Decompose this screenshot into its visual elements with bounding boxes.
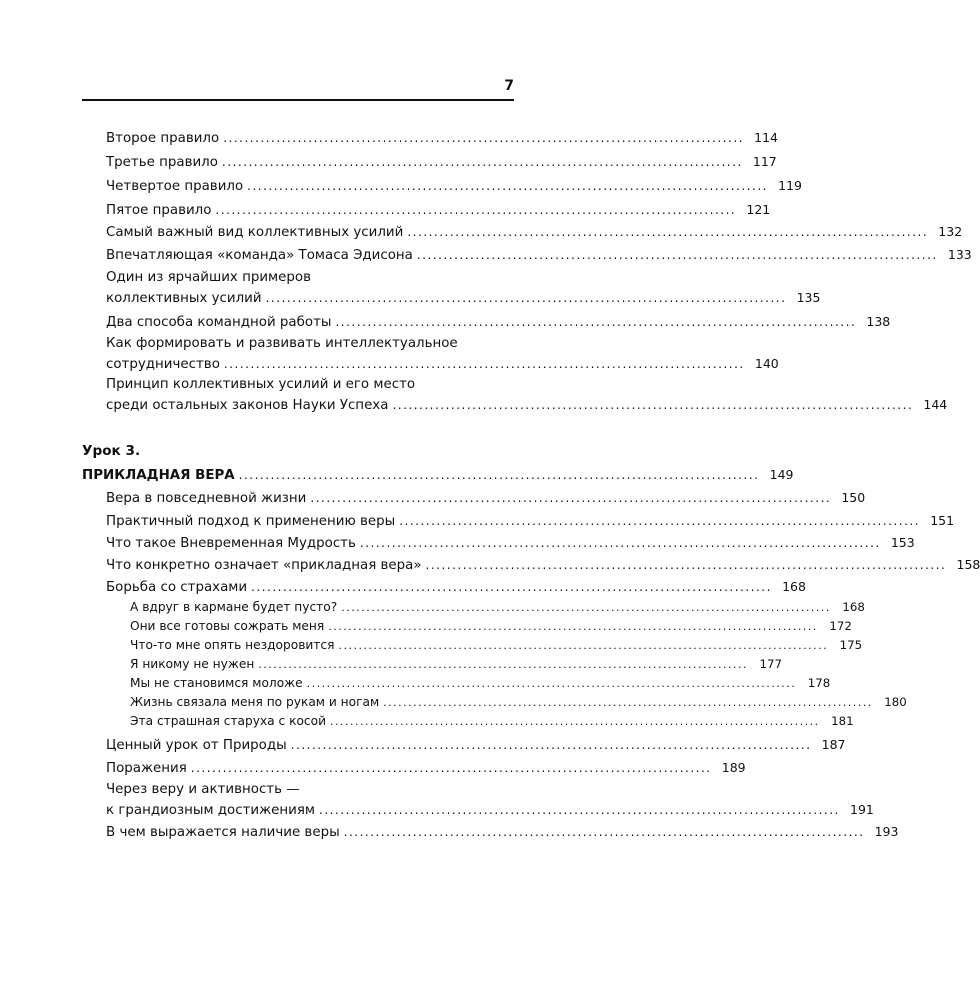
toc-entry-title: Два способа командной работы	[106, 315, 332, 330]
toc-entry[interactable]	[106, 176, 802, 196]
toc-entry-page: 132	[938, 224, 963, 239]
toc-entry-page: 114	[754, 130, 779, 145]
toc-entry[interactable]	[106, 488, 866, 508]
toc-entry-title: Второе правило	[106, 131, 220, 146]
toc-entry-page: 117	[752, 154, 777, 169]
toc-entry[interactable]	[106, 152, 777, 172]
toc-leader-dots: ..................................................................................................	[341, 601, 831, 614]
toc-entry[interactable]	[106, 334, 779, 374]
toc-entry-title-line: Принцип коллективных усилий и его место	[106, 377, 416, 392]
toc-entry-page: 191	[850, 802, 874, 817]
toc-entry-title: Ценный урок от Природы	[106, 738, 287, 753]
toc-entry[interactable]	[106, 268, 821, 308]
toc-entry[interactable]	[106, 245, 972, 265]
toc-leader-dots: ..................................................................................................	[343, 825, 865, 839]
toc-entry[interactable]	[106, 128, 779, 148]
toc-leader-dots: ..................................................................................................	[416, 248, 938, 262]
toc-entry-title-line: Один из ярчайших примеров	[106, 270, 311, 285]
toc-leader-dots: ..................................................................................................	[251, 580, 772, 594]
toc-leader-dots: ..................................................................................................	[383, 696, 873, 709]
lesson-label: Урок 3.	[82, 443, 141, 459]
toc-sub-entry-title: Я никому не нужен	[130, 657, 255, 671]
toc-sub-entry-page: 180	[884, 695, 907, 709]
toc-leader-dots: ..................................................................................................	[392, 398, 914, 412]
toc-leader-dots: ..................................................................................................	[425, 558, 947, 572]
toc-entry[interactable]	[106, 222, 963, 242]
toc-entry-title: Что такое Вневременная Мудрость	[106, 536, 356, 551]
toc-sub-entry[interactable]	[130, 598, 865, 616]
toc-sub-entry[interactable]	[130, 655, 782, 673]
toc-entry-title: Практичный подход к применению веры	[106, 514, 396, 529]
toc-leader-dots: ..................................................................................................	[330, 715, 820, 728]
toc-leader-dots: ..................................................................................................	[223, 357, 745, 371]
toc-entry-title-line: Через веру и активность —	[106, 782, 300, 797]
toc-entry[interactable]	[106, 822, 899, 842]
toc-sub-entry[interactable]	[130, 693, 907, 711]
toc-entry-title: Самый важный вид коллективных усилий	[106, 225, 404, 240]
toc-entry-page: 151	[930, 513, 955, 528]
toc-leader-dots: ..................................................................................................	[290, 738, 812, 752]
toc-entry[interactable]	[106, 533, 915, 553]
page-number: 7	[504, 78, 514, 94]
toc-entry-title: Впечатляющая «команда» Томаса Эдисона	[106, 248, 413, 263]
lesson-title: ПРИКЛАДНАЯ ВЕРА	[82, 468, 235, 483]
toc-entry-page: 119	[778, 178, 802, 193]
toc-entry[interactable]	[106, 735, 846, 755]
toc-entry-title: Третье правило	[106, 155, 218, 170]
toc-entry-title-line: Как формировать и развивать интеллектуальное	[106, 336, 458, 351]
toc-entry-page: 193	[874, 824, 899, 839]
toc-entry-page: 189	[721, 760, 746, 775]
lesson-page: 149	[769, 467, 794, 482]
toc-entry-title: Что конкретно означает «прикладная вера»	[106, 558, 422, 573]
toc-sub-entry-page: 181	[831, 714, 854, 728]
toc-sub-entry[interactable]	[130, 617, 852, 635]
toc-entry[interactable]	[106, 375, 948, 415]
toc-sub-entry-title: Эта страшная старуха с косой	[130, 714, 326, 728]
toc-leader-dots: ..................................................................................................	[399, 514, 921, 528]
header-rule	[82, 99, 514, 101]
toc-entry-page: 144	[923, 397, 948, 412]
toc-entry-page: 187	[821, 737, 846, 752]
toc-entry-title: среди остальных законов Науки Успеха	[106, 398, 389, 413]
toc-sub-entry-page: 177	[759, 657, 782, 671]
toc-entry-page: 135	[796, 290, 821, 305]
toc-sub-entry-page: 172	[829, 619, 852, 633]
toc-entry[interactable]	[106, 780, 874, 820]
toc-leader-dots: ..................................................................................................	[310, 491, 832, 505]
toc-entry-title: В чем выражается наличие веры	[106, 825, 340, 840]
toc-entry[interactable]	[106, 758, 746, 778]
toc-sub-entry-title: А вдруг в кармане будет пусто?	[130, 600, 338, 614]
toc-entry-title: коллективных усилий	[106, 291, 262, 306]
toc-sub-entry-title: Жизнь связала меня по рукам и ногам	[130, 695, 380, 709]
toc-leader-dots: ..................................................................................................	[328, 620, 818, 633]
toc-leader-dots: ..................................................................................................	[407, 225, 929, 239]
toc-leader-dots: ..................................................................................................	[190, 761, 712, 775]
toc-entry-page: 150	[841, 490, 866, 505]
toc-entry[interactable]	[106, 555, 980, 575]
toc-entry-title: сотрудничество	[106, 357, 220, 372]
toc-sub-entry-page: 178	[807, 676, 831, 690]
toc-entry[interactable]	[106, 200, 771, 220]
toc-leader-dots: ..................................................................................................	[319, 803, 840, 817]
toc-leader-dots: ..................................................................................................	[215, 203, 737, 217]
toc-sub-entry-title: Мы не становимся моложе	[130, 676, 303, 690]
toc-entry[interactable]	[106, 577, 806, 597]
toc-entry[interactable]	[106, 312, 891, 332]
toc-sub-entry-page: 175	[839, 638, 863, 652]
toc-leader-dots: ..................................................................................................	[258, 658, 748, 671]
toc-entry[interactable]	[106, 511, 955, 531]
toc-sub-entry-page: 168	[842, 600, 865, 614]
toc-entry-title: к грандиозным достижениям	[106, 803, 316, 818]
toc-leader-dots: ..................................................................................................	[306, 677, 797, 690]
lesson-title-entry[interactable]	[82, 465, 794, 485]
toc-entry-page: 158	[956, 557, 980, 572]
toc-leader-dots: ..................................................................................................	[265, 291, 787, 305]
toc-sub-entry[interactable]	[130, 636, 863, 654]
toc-leader-dots: ..................................................................................................	[335, 315, 857, 329]
toc-leader-dots: ..................................................................................................	[359, 536, 881, 550]
toc-sub-entry[interactable]	[130, 712, 854, 730]
toc-entry-page: 168	[782, 579, 806, 594]
toc-entry-title: Вера в повседневной жизни	[106, 491, 307, 506]
toc-sub-entry-title: Что-то мне опять нездоровится	[130, 638, 335, 652]
toc-sub-entry-title: Они все готовы сожрать меня	[130, 619, 325, 633]
toc-entry-title: Четвертое правило	[106, 179, 244, 194]
toc-leader-dots: ..................................................................................................	[247, 179, 768, 193]
toc-leader-dots: ..................................................................................................	[223, 131, 745, 145]
toc-entry-page: 153	[890, 535, 915, 550]
toc-entry-page: 133	[947, 247, 972, 262]
toc-leader-dots: ..................................................................................................	[221, 155, 743, 169]
toc-leader-dots: ..................................................................................................	[338, 639, 829, 652]
toc-leader-dots: ..................................................................................................	[238, 468, 760, 482]
toc-entry-title: Пятое правило	[106, 203, 212, 218]
toc-entry-page: 140	[754, 356, 779, 371]
toc-entry-title: Борьба со страхами	[106, 580, 248, 595]
toc-sub-entry[interactable]	[130, 674, 831, 692]
toc-entry-page: 138	[866, 314, 891, 329]
toc-entry-title: Поражения	[106, 761, 187, 776]
toc-entry-page: 121	[746, 202, 771, 217]
